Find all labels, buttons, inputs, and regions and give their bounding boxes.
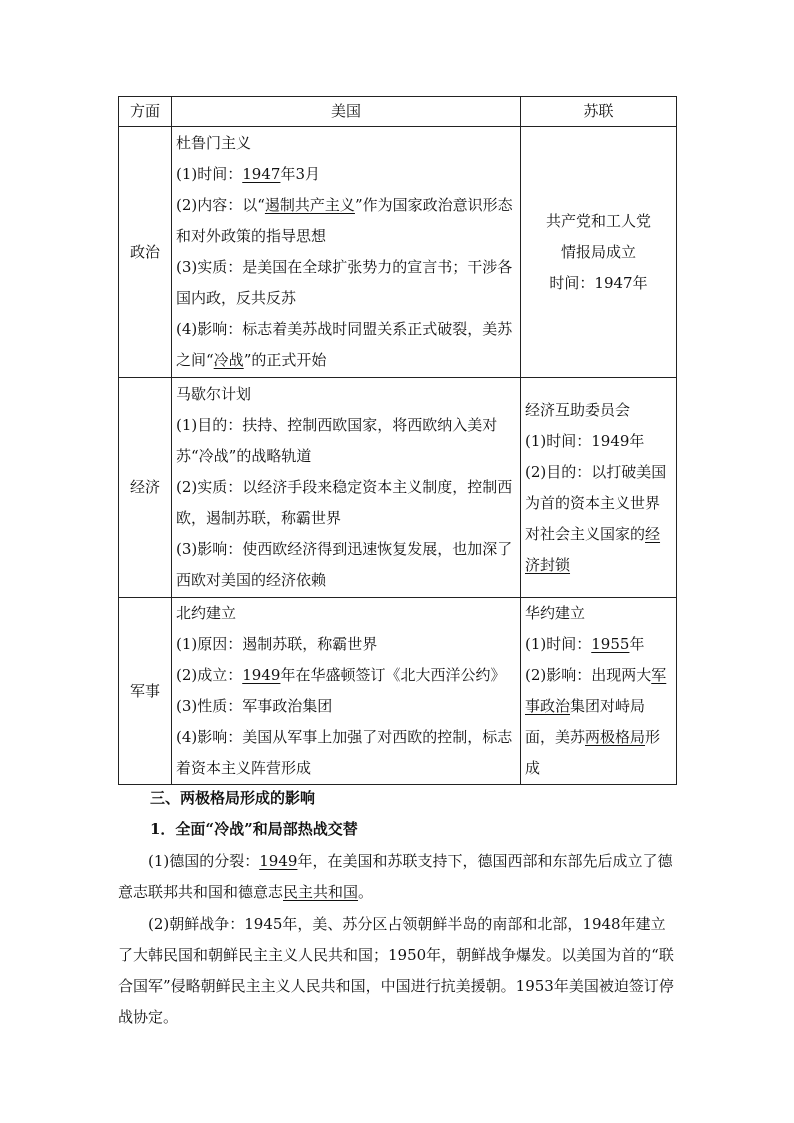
subsection-heading: 1．全面“冷战”和局部热战交替 — [150, 820, 358, 838]
us-military-nature: (3)性质：军事政治集团 — [176, 697, 333, 715]
paragraph-germany: (1)德国的分裂：1949年，在美国和苏联支持下，德国西部和东部先后成立了德意志联邦共和国和德意志民主共和国。 — [118, 852, 673, 901]
us-politics-content: (2)内容：以“遏制共产主义”作为国家政治意识形态和对外政策的指导思想 — [176, 196, 513, 245]
us-politics-impact: (4)影响：标志着美苏战时同盟关系正式破裂，美苏之间“冷战”的正式开始 — [176, 320, 513, 369]
aspect-politics: 政治 — [119, 127, 172, 378]
us-military-cause: (1)原因：遏制苏联，称霸世界 — [176, 635, 378, 653]
header-us: 美国 — [172, 97, 521, 127]
ussr-military-title: 华约建立 — [525, 604, 586, 622]
section-heading: 三、两极格局形成的影响 — [150, 789, 316, 807]
ussr-economy-title: 经济互助委员会 — [525, 400, 631, 419]
ussr-military-impact: (2)影响：出现两大军事政治集团对峙局面，美苏两极格局形成 — [525, 666, 667, 777]
us-politics-title: 杜鲁门主义 — [176, 134, 252, 152]
us-politics-time: (1)时间：1947年3月 — [176, 165, 320, 183]
header-aspect: 方面 — [119, 97, 172, 127]
us-economy-cell — [172, 378, 521, 598]
us-economy-essence: (2)实质：以经济手段来稳定资本主义制度，控制西欧，遏制苏联，称霸世界 — [176, 478, 513, 527]
us-economy-purpose: (1)目的：扶持、控制西欧国家，将西欧纳入美对苏“冷战”的战略轨道 — [176, 416, 498, 465]
us-military-impact: (4)影响：美国从军事上加强了对西欧的控制，标志着资本主义阵营形成 — [176, 728, 513, 777]
ussr-economy-time: (1)时间：1949年 — [525, 431, 645, 450]
us-military-title: 北约建立 — [176, 604, 237, 622]
us-politics-essence: (3)实质：是美国在全球扩张势力的宣言书；干涉各国内政，反共反苏 — [176, 258, 513, 307]
row-military — [119, 598, 677, 785]
ussr-military-cell — [521, 598, 677, 785]
ussr-economy-cell — [521, 378, 677, 598]
comparison-table — [118, 96, 677, 785]
row-economy — [119, 378, 677, 598]
ussr-politics-line1: 共产党和工人党 — [545, 211, 651, 230]
ussr-economy-purpose: (2)目的：以打破美国为首的资本主义世界对社会主义国家的经济封锁 — [525, 462, 667, 574]
aspect-military: 军事 — [119, 598, 172, 785]
aspect-economy: 经济 — [119, 378, 172, 598]
us-economy-impact: (3)影响：使西欧经济得到迅速恢复发展，也加深了西欧对美国的经济依赖 — [176, 540, 513, 589]
ussr-politics-line3: 时间：1947年 — [549, 273, 648, 292]
row-politics — [119, 127, 677, 378]
us-military-found: (2)成立：1949年在华盛顿签订《北大西洋公约》 — [176, 666, 506, 684]
us-economy-title: 马歇尔计划 — [176, 385, 252, 403]
paragraph-korea: (2)朝鲜战争：1945年，美、苏分区占领朝鲜半岛的南部和北部，1948年建立了大韩民国和朝鲜民主主义人民共和国；1950年，朝鲜战争爆发。以美国为首的“联合国军”侵略朝鲜民主主义人民共和国，中国进行抗美援朝。1953年美国被迫签订停战协定。 — [118, 915, 674, 1026]
ussr-politics-line2: 情报局成立 — [560, 242, 636, 261]
ussr-politics-cell — [521, 127, 677, 378]
us-politics-cell — [172, 127, 521, 378]
header-ussr: 苏联 — [521, 97, 677, 127]
us-military-cell — [172, 598, 521, 785]
ussr-military-time: (1)时间：1955年 — [525, 635, 645, 653]
